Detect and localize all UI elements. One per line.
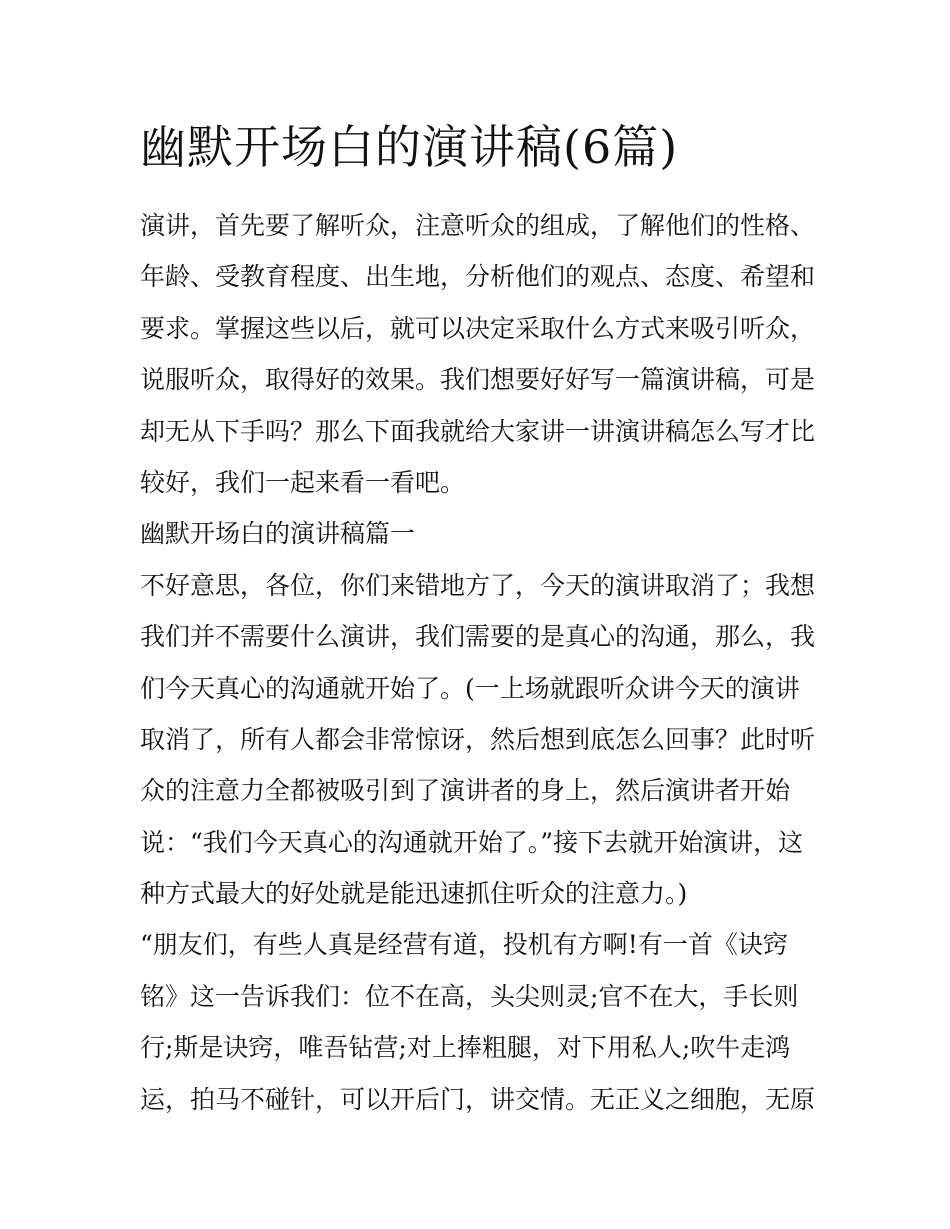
text-line: 取消了，所有人都会非常惊讶，然后想到底怎么回事？此时听 bbox=[140, 724, 816, 754]
text-line: “朋友们，有些人真是经营有道，投机有方啊!有一首《诀窍 bbox=[140, 930, 788, 960]
text-line: 们今天真心的沟通就开始了。(一上场就跟听众讲今天的演讲 bbox=[140, 673, 800, 703]
section-heading bbox=[140, 508, 820, 559]
text-line: 行;斯是诀窍，唯吾钻营;对上捧粗腿，对下用私人;吹牛走鸿 bbox=[140, 1033, 791, 1063]
text-line: 说：“我们今天真心的沟通就开始了。”接下去就开始演讲，这 bbox=[140, 827, 804, 857]
text-line: 铭》这一告诉我们：位不在高，头尖则灵;官不在大，手长则 bbox=[140, 981, 799, 1011]
text-line: 说服听众，取得好的效果。我们想要好好写一篇演讲稿，可是 bbox=[140, 365, 816, 395]
text-line: 较好，我们一起来看一看吧。 bbox=[140, 467, 466, 497]
paragraph-quote bbox=[140, 919, 820, 1125]
text-line: 不好意思，各位，你们来错地方了，今天的演讲取消了；我想 bbox=[140, 570, 816, 600]
text-line: 要求。掌握这些以后，就可以决定采取什么方式来吸引听众， bbox=[140, 313, 816, 343]
text-line: 我们并不需要什么演讲，我们需要的是真心的沟通，那么，我 bbox=[140, 622, 816, 652]
text-line: 众的注意力全都被吸引到了演讲者的身上，然后演讲者开始 bbox=[140, 776, 791, 806]
text-line: 却无从下手吗？那么下面我就给大家讲一讲演讲稿怎么写才比 bbox=[140, 416, 816, 446]
paragraph-speech-one bbox=[140, 560, 820, 920]
text-line: 年龄、受教育程度、出生地，分析他们的观点、态度、希望和 bbox=[140, 262, 816, 292]
paragraph-intro bbox=[140, 200, 820, 508]
document-body bbox=[140, 200, 820, 1125]
text-line: 运，拍马不碰针，可以开后门，讲交情。无正义之细胞，无原 bbox=[140, 1084, 816, 1114]
document-title: 幽默开场白的演讲稿(6篇) bbox=[140, 120, 679, 174]
text-line: 演讲，首先要了解听众，注意听众的组成，了解他们的性格、 bbox=[140, 211, 816, 240]
text-line: 种方式最大的好处就是能迅速抓住听众的注意力。) bbox=[140, 879, 688, 909]
section-heading-text: 幽默开场白的演讲稿篇一 bbox=[140, 519, 416, 549]
